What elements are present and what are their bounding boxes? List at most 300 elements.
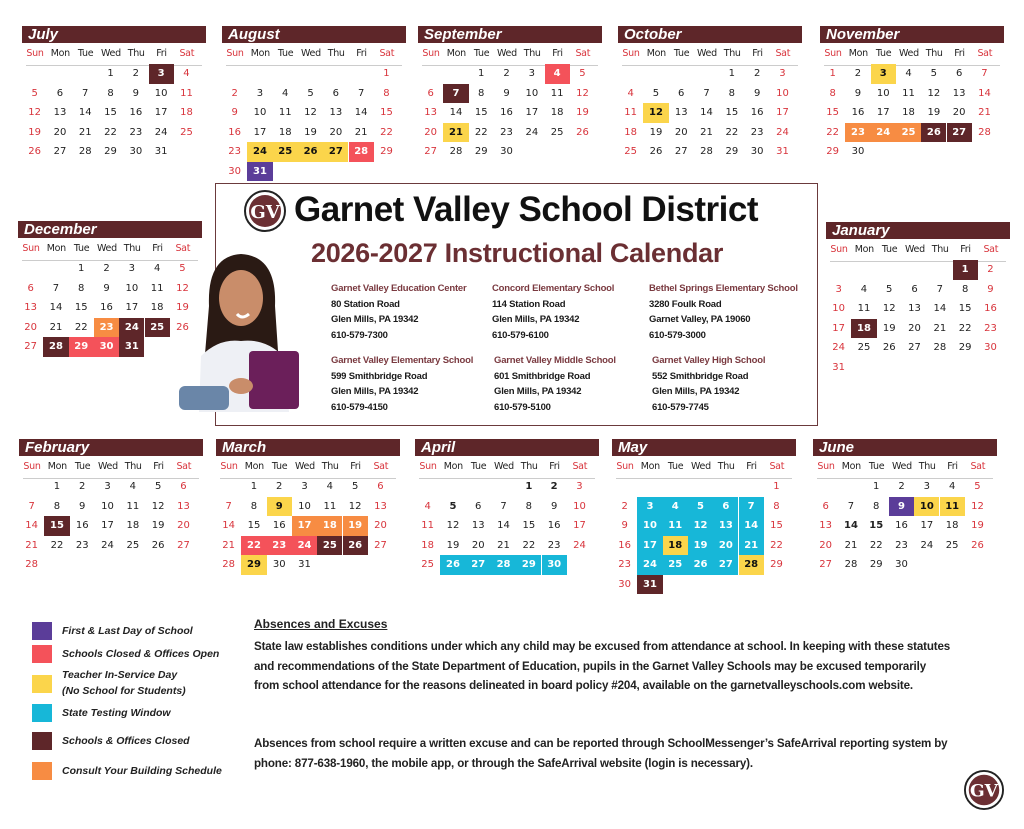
day-cell: 5 — [351, 481, 359, 492]
weekday-label: Mon — [46, 243, 66, 254]
weekday-header — [19, 461, 205, 475]
day-cell: 29 — [104, 146, 117, 157]
weekday-label: Tue — [667, 461, 684, 472]
day-cell: 16 — [272, 520, 286, 531]
weekday-label: Thu — [523, 48, 541, 59]
weekday-label: Thu — [124, 461, 142, 472]
day-cell: 1 — [250, 481, 258, 492]
weekday-header — [826, 244, 1012, 258]
day-cell: 3 — [576, 481, 583, 492]
day-cell: 17 — [253, 126, 267, 138]
day-cell: 10 — [154, 87, 168, 99]
day-cell: 17 — [832, 322, 846, 334]
day-cell: 17 — [876, 107, 890, 118]
day-cell: 25 — [624, 146, 638, 157]
day-cell: 3 — [923, 481, 931, 492]
day-cell: 27 — [466, 555, 491, 575]
weekday-label: Thu — [127, 48, 145, 59]
day-cell: 22 — [104, 126, 117, 138]
weekday-label: Sun — [817, 461, 835, 472]
school-city: Glen Mills, PA 19342 — [492, 314, 580, 325]
weekday-header — [618, 48, 804, 62]
day-cell: 13 — [53, 107, 67, 118]
day-cell: 31 — [832, 361, 846, 373]
weekday-label: Mon — [848, 48, 868, 59]
day-cell: 6 — [713, 497, 738, 517]
calendar-subtitle: 2026-2027 Instructional Calendar — [311, 238, 724, 268]
weekday-label: Sun — [419, 461, 437, 472]
day-cell: 25 — [126, 539, 140, 551]
day-cell: 5 — [179, 263, 186, 274]
day-cell: 20 — [374, 520, 387, 531]
day-cell: 17 — [154, 107, 168, 118]
month-june — [813, 439, 999, 609]
weekday-label: Mon — [244, 461, 264, 472]
weekday-label: Fri — [954, 48, 965, 59]
weekday-label: Thu — [520, 461, 538, 472]
weekday-header — [612, 461, 798, 475]
day-cell: 4 — [129, 481, 137, 492]
day-cell: 9 — [987, 283, 994, 295]
day-cell: 11 — [150, 282, 164, 294]
day-cell: 15 — [474, 107, 488, 118]
day-cell: 12 — [304, 107, 317, 118]
day-cell: 12 — [348, 500, 362, 512]
day-cell: 20 — [24, 321, 38, 333]
day-cell: 5 — [652, 87, 660, 99]
day-cell: 4 — [545, 64, 570, 84]
school-entry — [331, 353, 491, 415]
day-cell: 7 — [357, 87, 365, 99]
weekday-label: Wed — [690, 461, 711, 472]
day-cell: 8 — [873, 500, 880, 512]
day-cell: 18 — [550, 107, 564, 118]
day-cell: 16 — [100, 302, 113, 313]
day-cell: 25 — [145, 318, 170, 338]
day-cell: 27 — [24, 341, 38, 352]
day-cell: 2 — [103, 263, 110, 274]
legend-swatch — [32, 704, 52, 722]
day-cell: 14 — [700, 107, 713, 118]
day-cell: 30 — [750, 146, 764, 157]
weekday-label: Thu — [723, 48, 741, 59]
day-cell: 29 — [958, 342, 972, 353]
day-cell: 30 — [984, 342, 997, 353]
day-cell: 16 — [750, 107, 764, 118]
day-cell: 4 — [860, 283, 868, 295]
day-cell: 18 — [150, 302, 164, 313]
day-cell: 24 — [832, 342, 846, 353]
day-cell: 8 — [525, 500, 533, 512]
day-cell: 24 — [292, 536, 317, 556]
school-city: Glen Mills, PA 19342 — [652, 386, 740, 397]
day-cell: 28 — [43, 337, 68, 357]
day-cell: 17 — [525, 107, 539, 118]
day-cell: 22 — [958, 322, 972, 334]
day-cell: 23 — [547, 539, 561, 551]
weekday-label: Sun — [23, 461, 41, 472]
month-title: September — [418, 26, 602, 43]
day-cell: 8 — [478, 87, 485, 99]
day-cell: 3 — [149, 64, 174, 84]
month-title: April — [415, 439, 599, 456]
day-cell: 29 — [380, 146, 393, 157]
weekday-label: Fri — [152, 243, 163, 254]
day-cell: 10 — [101, 500, 114, 512]
day-cell: 6 — [475, 500, 482, 512]
district-logo-footer — [964, 770, 1004, 810]
weekday-label: Wed — [904, 244, 925, 255]
day-cell: 13 — [329, 107, 343, 118]
day-cell: 28 — [739, 555, 764, 575]
day-cell: 17 — [920, 520, 934, 531]
day-cell: 23 — [845, 123, 870, 143]
day-cell: 7 — [936, 283, 944, 295]
day-cell: 23 — [129, 126, 143, 138]
day-cell: 21 — [25, 539, 39, 551]
legend-swatch — [32, 645, 52, 663]
day-cell: 9 — [267, 497, 292, 517]
day-cell: 18 — [945, 520, 959, 531]
day-cell: 15 — [770, 520, 783, 531]
school-phone: 610-579-5100 — [494, 401, 551, 413]
day-cell: 7 — [500, 500, 507, 512]
day-cell: 19 — [446, 539, 460, 551]
day-cell: 6 — [911, 283, 918, 295]
weekday-label: Thu — [931, 244, 949, 255]
day-cell: 2 — [550, 481, 558, 492]
absences-heading: Absences and Excuses — [254, 617, 388, 631]
day-cell: 4 — [627, 87, 634, 99]
day-cell: 6 — [678, 87, 685, 99]
day-cell: 17 — [637, 536, 662, 556]
day-cell: 3 — [301, 481, 308, 492]
day-cell: 14 — [739, 516, 764, 536]
legend-swatch — [32, 622, 52, 640]
month-title: March — [216, 439, 400, 456]
day-cell: 11 — [902, 87, 915, 99]
day-cell: 16 — [500, 107, 513, 118]
day-cell: 15 — [869, 520, 884, 531]
day-cell: 5 — [154, 481, 162, 492]
day-cell: 2 — [231, 87, 238, 99]
school-street: 552 Smithbridge Road — [652, 370, 749, 382]
day-cell: 25 — [273, 142, 298, 162]
day-cell: 16 — [984, 303, 997, 314]
day-cell: 10 — [125, 282, 139, 294]
school-street: 114 Station Road — [492, 298, 566, 310]
day-cell: 12 — [882, 303, 896, 314]
day-cell: 22 — [770, 539, 783, 551]
day-cell: 10 — [637, 516, 662, 536]
weekday-header — [418, 48, 604, 62]
weekday-label: Sat — [977, 48, 993, 59]
day-cell: 8 — [78, 282, 85, 294]
day-cell: 28 — [449, 146, 463, 157]
weekday-label: Wed — [300, 48, 321, 59]
day-cell: 17 — [573, 520, 586, 531]
day-cell: 28 — [933, 342, 947, 353]
day-cell: 11 — [421, 520, 435, 531]
day-cell: 23 — [750, 126, 764, 138]
day-cell: 15 — [826, 107, 840, 118]
day-cell: 30 — [129, 146, 143, 157]
day-cell: 13 — [374, 500, 387, 512]
weekday-label: Mon — [646, 48, 666, 59]
day-cell: 25 — [421, 559, 435, 570]
weekday-header — [820, 48, 1006, 62]
day-cell: 7 — [847, 500, 855, 512]
legend-label — [62, 669, 186, 698]
day-cell: 12 — [446, 520, 460, 531]
day-cell: 14 — [354, 107, 368, 118]
day-cell: 29 — [69, 337, 94, 357]
day-cell: 11 — [940, 497, 965, 517]
day-cell: 15 — [958, 303, 972, 314]
month-march — [216, 439, 402, 609]
day-cell: 14 — [78, 107, 92, 118]
legend-label-line: Teacher In-Service Day — [62, 669, 178, 681]
weekday-label: Fri — [549, 461, 560, 472]
day-cell: 18 — [278, 126, 292, 138]
day-cell: 10 — [776, 87, 789, 99]
weekday-label: Sat — [575, 48, 591, 59]
day-cell: 12 — [176, 282, 189, 294]
day-cell: 23 — [94, 318, 119, 338]
day-cell: 23 — [618, 559, 632, 570]
legend-swatch — [32, 732, 52, 750]
school-city: Glen Mills, PA 19342 — [494, 386, 582, 397]
day-cell: 21 — [739, 536, 764, 556]
school-phone: 610-579-7300 — [331, 329, 388, 341]
school-entry — [331, 281, 491, 343]
day-cell: 18 — [180, 107, 193, 118]
legend-label: Schools & Offices Closed — [62, 735, 190, 747]
weekday-label: Sun — [422, 48, 440, 59]
weekday-label: Sun — [26, 48, 44, 59]
page-title: Garnet Valley School District — [294, 190, 758, 229]
day-cell: 9 — [753, 87, 761, 99]
day-cell: 6 — [822, 500, 829, 512]
month-october — [618, 26, 804, 196]
day-cell: 19 — [927, 107, 941, 118]
day-cell: 11 — [180, 87, 193, 99]
day-cell: 7 — [703, 87, 710, 99]
weekday-label: Sun — [226, 48, 244, 59]
weekday-label: Sun — [22, 243, 40, 254]
day-cell: 19 — [576, 107, 589, 118]
absences-paragraph-1: State law establishes conditions under which any child may be excused from attendance at school. In keeping with these statutes and recommendations of the State Department of Education, pupils in the Garnet Valley Schools may be excused temporarily from school attendance for the reasons delineated in board policy #204, available on the garnetvalleyschools.com website. — [254, 640, 951, 692]
day-cell: 6 — [56, 87, 64, 99]
weekday-label: Sat — [775, 48, 791, 59]
weekday-label: Fri — [752, 48, 763, 59]
day-cell: 3 — [128, 263, 136, 274]
day-cell: 26 — [921, 123, 946, 143]
day-cell: 5 — [886, 283, 893, 295]
weekday-label: Tue — [673, 48, 690, 59]
day-cell: 12 — [28, 107, 42, 118]
day-cell: 26 — [649, 146, 663, 157]
day-cell: 19 — [882, 322, 896, 334]
weekday-label: Tue — [868, 461, 885, 472]
day-cell: 21 — [222, 539, 236, 551]
day-cell: 12 — [576, 87, 589, 99]
weekday-label: Tue — [277, 48, 294, 59]
day-cell: 5 — [579, 68, 586, 79]
day-cell: 20 — [819, 539, 833, 551]
day-cell: 2 — [79, 481, 86, 492]
month-april — [415, 439, 601, 609]
day-cell: 19 — [28, 126, 42, 138]
day-cell: 24 — [871, 123, 896, 143]
day-cell: 21 — [700, 126, 713, 138]
day-cell: 14 — [843, 520, 858, 531]
weekday-label: Thu — [918, 461, 936, 472]
school-entry — [492, 281, 652, 343]
day-cell: 29 — [869, 559, 883, 570]
weekday-label: Fri — [552, 48, 563, 59]
month-december — [18, 221, 204, 391]
month-title: May — [612, 439, 796, 456]
day-cell: 14 — [933, 303, 947, 314]
weekday-label: Sun — [830, 244, 848, 255]
day-cell: 19 — [304, 126, 317, 138]
weekday-label: Mon — [854, 244, 874, 255]
day-cell: 16 — [547, 520, 561, 531]
day-cell: 10 — [253, 107, 267, 118]
day-cell: 19 — [688, 536, 713, 556]
weekday-label: Fri — [947, 461, 958, 472]
school-entry — [649, 281, 809, 343]
day-cell: 8 — [728, 87, 736, 99]
day-cell: 3 — [528, 68, 536, 79]
day-cell: 17 — [101, 520, 114, 531]
day-cell: 26 — [28, 146, 42, 157]
day-cell: 1 — [728, 68, 736, 79]
day-cell: 31 — [298, 559, 311, 570]
day-cell: 5 — [307, 87, 314, 99]
day-cell: 8 — [829, 87, 836, 99]
day-cell: 31 — [119, 337, 144, 357]
school-city: Glen Mills, PA 19342 — [331, 386, 419, 397]
day-cell: 13 — [713, 516, 738, 536]
day-cell: 12 — [927, 87, 941, 99]
day-cell: 29 — [241, 555, 266, 575]
day-cell: 28 — [25, 559, 39, 570]
school-name: Bethel Springs Elementary School — [649, 283, 798, 294]
day-cell: 8 — [250, 500, 258, 512]
day-cell: 22 — [474, 126, 488, 138]
weekday-label: Sat — [970, 461, 986, 472]
weekday-label: Sat — [175, 243, 191, 254]
day-cell: 10 — [832, 303, 846, 314]
day-cell: 3 — [871, 64, 896, 84]
day-cell: 25 — [945, 539, 959, 551]
weekday-label: Wed — [294, 461, 315, 472]
day-cell: 27 — [53, 146, 67, 157]
day-cell: 15 — [725, 107, 739, 118]
day-cell: 9 — [889, 497, 914, 517]
day-cell: 20 — [424, 126, 438, 138]
day-cell: 2 — [753, 68, 761, 79]
month-january — [826, 222, 1012, 392]
month-title: January — [826, 222, 1010, 239]
day-cell: 15 — [44, 516, 69, 536]
day-cell: 14 — [25, 520, 39, 531]
day-cell: 16 — [75, 520, 89, 531]
weekday-label: Wed — [97, 461, 118, 472]
day-cell: 14 — [222, 520, 236, 531]
day-cell: 24 — [776, 126, 789, 138]
day-cell: 5 — [930, 68, 938, 79]
day-cell: 19 — [343, 516, 368, 536]
day-cell: 26 — [176, 321, 189, 333]
weekday-label: Sat — [176, 461, 192, 472]
day-cell: 2 — [854, 68, 862, 79]
day-cell: 27 — [713, 555, 738, 575]
day-cell: 7 — [28, 500, 35, 512]
day-cell: 22 — [869, 539, 883, 551]
day-cell: 18 — [126, 520, 140, 531]
day-cell: 6 — [427, 87, 434, 99]
school-phone: 610-579-4150 — [331, 401, 388, 413]
day-cell: 2 — [987, 264, 994, 275]
day-cell: 1 — [873, 481, 880, 492]
day-cell: 28 — [700, 146, 713, 157]
day-cell: 15 — [104, 107, 117, 118]
weekday-label: Thu — [925, 48, 943, 59]
day-cell: 20 — [471, 539, 485, 551]
day-cell: 27 — [674, 146, 688, 157]
day-cell: 6 — [332, 87, 340, 99]
day-cell: 30 — [228, 165, 242, 177]
day-cell: 19 — [176, 302, 189, 313]
weekday-label: Sat — [179, 48, 195, 59]
day-cell: 21 — [497, 539, 510, 551]
day-cell: 3 — [104, 481, 111, 492]
weekday-label: Sat — [769, 461, 785, 472]
day-cell: 30 — [851, 146, 865, 157]
day-cell: 25 — [896, 123, 921, 143]
day-cell: 16 — [895, 520, 908, 531]
month-november — [820, 26, 1006, 196]
logo-text: GV — [970, 781, 998, 802]
day-cell: 11 — [323, 500, 337, 512]
day-cell: 9 — [79, 500, 86, 512]
day-cell: 7 — [225, 500, 232, 512]
school-name: Garnet Valley Education Center — [331, 283, 467, 294]
day-cell: 25 — [550, 126, 564, 138]
day-cell: 11 — [278, 107, 292, 118]
day-cell: 27 — [323, 142, 348, 162]
weekday-label: Tue — [473, 48, 490, 59]
day-cell: 17 — [776, 107, 789, 118]
day-cell: 5 — [31, 87, 38, 99]
district-logo — [244, 190, 286, 232]
day-cell: 13 — [24, 302, 38, 313]
day-cell: 4 — [948, 481, 956, 492]
day-cell: 13 — [908, 303, 921, 314]
day-cell: 24 — [247, 142, 272, 162]
day-cell: 12 — [971, 500, 984, 512]
day-cell: 10 — [876, 87, 890, 99]
school-name: Garnet Valley Elementary School — [331, 355, 474, 366]
day-cell: 20 — [177, 520, 190, 531]
school-street: 3280 Foulk Road — [649, 298, 722, 310]
legend-swatch — [32, 762, 52, 780]
day-cell: 26 — [298, 142, 323, 162]
school-name: Concord Elementary School — [492, 283, 615, 294]
